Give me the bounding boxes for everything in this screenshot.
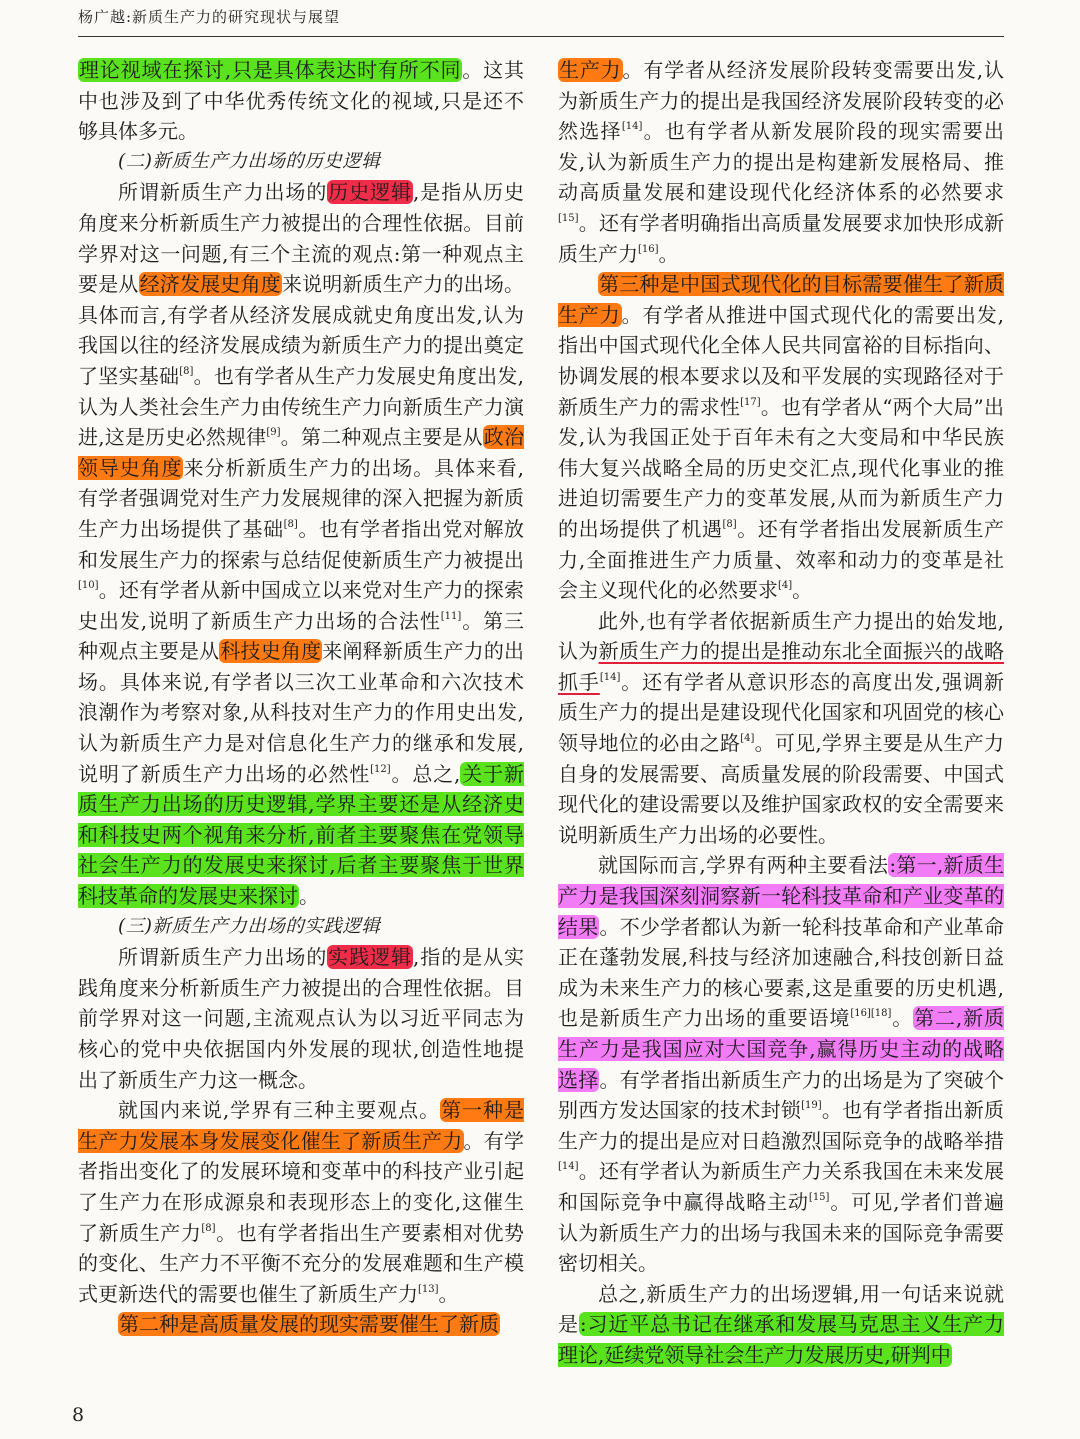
text-run: 。也有学者从生产力发展史角度出发,认为人类社会生产力由传统生产力向新质生产力演进,这是历史必然规律	[78, 363, 525, 450]
left-paragraph-2	[78, 177, 524, 911]
text-run: 。有学者从经济发展阶段转变需要出发,认为新质生产力的提出是我国经济发展阶段转变的必然选择	[558, 58, 1005, 144]
text-run: 。第二种观点主要是从	[280, 425, 483, 450]
highlight-orange: 生产力	[559, 58, 622, 82]
text-run: 。还有学者指出发展新质生产力,全面推进生产力质量、效率和动力的变革是社会主义现代化的必然要求	[558, 516, 1005, 603]
text-run: 。这其中也涉及到了中华优秀传统文化的视域,只是还不够具体多元。	[78, 58, 525, 144]
text-run: 。也有学者指出新质生产力的提出是应对日趋激烈国际竞争的战略举措	[558, 1098, 1004, 1153]
text-run: 来分析新质生产力的出场。具体来看,有学者强调党对生产力发展规律的深入把握为新质生产力出场提供了基础	[78, 455, 525, 541]
citation: [14]	[558, 1161, 579, 1173]
text-run: 。第三种观点主要是从	[78, 608, 525, 664]
citation: [16]	[638, 243, 659, 255]
right-paragraph-4	[558, 850, 1004, 1278]
text-run: 。还有学者从意识形态的高度出发,强调新质生产力的提出是建设现代化国家和巩固党的核心领导地位的必由之路	[558, 669, 1005, 756]
text-run: 。也有学者指出党对解放和发展生产力的探索与总结促使新质生产力被提出	[78, 516, 525, 572]
text-run: 。总之,	[390, 761, 461, 786]
highlight-pink: :第一,新质生产力是我国深刻洞察新一轮科技革命和产业变革的结果	[558, 853, 1004, 939]
highlight-orange: 经济发展史角度	[139, 272, 281, 297]
text-run: 。可见,学界主要是从生产力自身的发展需要、高质量发展的阶段需要、中国式现代化的建设需要以及维护国家政权的安全需要来说明新质生产力出场的必要性。	[558, 731, 1005, 847]
citation: [11]	[440, 610, 462, 622]
left-paragraph-1	[78, 55, 524, 147]
left-paragraph-3	[78, 942, 524, 1095]
highlight-green: 理论视域在探讨,只是具体表达时有所不同	[79, 58, 462, 82]
citation: [8]	[201, 1222, 216, 1234]
highlight-orange: 政治领导史角度	[78, 425, 524, 480]
text-run: ,是指从历史角度来分析新质生产力被提出的合理性依据。目前学界对这一问题,有三个主流的观点:第一种观点主要是从	[78, 180, 525, 297]
citation: [16][18]	[850, 1008, 892, 1020]
left-paragraph-5	[78, 1309, 524, 1340]
citation: [15]	[808, 1191, 830, 1203]
text-run: 来阐释新质生产力的出场。具体来说,有学者以三次工业革命和六次技术浪潮作为考察对象,从科技对生产力的作用史出发,认为新质生产力是对信息化生产力的继承和发展,说明了新质生产力出场的必然性	[78, 639, 525, 786]
highlight-orange: 第三种是中国式现代化的目标需要催生了新质生产力	[558, 272, 1004, 327]
highlight-orange: 第一种是生产力发展本身发展变化催生了新质生产力	[78, 1098, 525, 1153]
citation: [4]	[778, 580, 793, 592]
right-paragraph-3	[558, 606, 1004, 851]
citation: [12]	[370, 763, 391, 775]
text-run: 。也有学者从“两个大局”出发,认为我国正处于百年未有之大变局和中华民族伟大复兴战略全局的历史交汇点,现代化事业的推进迫切需要生产力的变革发展,从而为新质生产力的出场提供了机遇	[558, 394, 1005, 541]
running-header: 杨广越:新质生产力的研究现状与展望	[78, 8, 341, 26]
text-run: 。还有学者明确指出高质量发展要求加快形成新质生产力	[558, 210, 1004, 266]
citation: [17]	[740, 396, 761, 408]
highlight-red: 历史逻辑	[328, 180, 413, 205]
text-run: 所谓新质生产力出场的	[118, 180, 328, 205]
text-run: 。	[891, 1006, 914, 1031]
highlight-pink: 第二,新质生产力是我国应对大国竞争,赢得历史主动的战略选择	[558, 1006, 1005, 1092]
citation: [14]	[621, 121, 643, 133]
text-run: 。	[658, 241, 679, 266]
text-run: 。有学者指出变化了的发展环境和变革中的科技产业引起了生产力在形成源泉和表现形态上的变化,这催生了新质生产力	[78, 1128, 525, 1245]
right-paragraph-1	[558, 55, 1004, 269]
right-paragraph-2	[558, 269, 1004, 606]
page-number: 8	[72, 1404, 85, 1426]
citation: [8]	[179, 365, 194, 377]
text-run: 。也有学者指出生产要素相对优势的变化、生产力不平衡不充分的发展难题和生产模式更新迭代的需要也催生了新质生产力	[78, 1220, 525, 1306]
text-run: 此外,也有学者依据新质生产力提出的始发地,认为	[558, 608, 1004, 664]
citation: [4]	[740, 733, 755, 745]
highlight-orange: 科技史角度	[220, 639, 322, 664]
highlight-green: 关于新质生产力出场的历史逻辑,学界主要还是从经济史和科技史两个视角来分析,前者主要聚焦在党领导社会生产力的发展史来探讨,后者主要聚焦于世界科技革命的发展史来探讨	[78, 761, 525, 909]
section-heading-historical-logic: (二)新质生产力出场的历史逻辑	[118, 150, 381, 172]
citation: [8]	[722, 518, 737, 530]
section-heading-practical-logic: (三)新质生产力出场的实践逻辑	[118, 915, 381, 937]
right-column	[558, 55, 1004, 1371]
right-paragraph-5	[558, 1279, 1004, 1371]
text-run: 来说明新质生产力的出场。具体而言,有学者从经济发展成就史角度出发,认为我国以往的经济发展成绩为新质生产力的提出奠定了坚实基础	[78, 272, 525, 388]
text-run: 就国内来说,学界有三种主要观点。	[118, 1098, 441, 1123]
underline-red: 新质生产力的提出是推动东北全面振兴的战略抓手	[558, 639, 1005, 694]
highlight-red: 实践逻辑	[328, 945, 413, 970]
citation: [15]	[558, 212, 579, 224]
citation: [19]	[801, 1100, 822, 1112]
text-run: 。有学者从推进中国式现代化的需要出发,指出中国式现代化全体人民共同富裕的目标指向、协调发展的根本要求以及和平发展的实现路径对于新质生产力的需求性	[558, 302, 1005, 419]
text-run: 。	[299, 884, 319, 909]
citation: [10]	[78, 580, 99, 592]
citation: [8]	[283, 518, 298, 530]
text-run: 。可见,学者们普遍认为新质生产力的出场与我国未来的国际竞争需要密切相关。	[558, 1189, 1005, 1276]
header-rule	[78, 36, 1004, 37]
text-run: 。还有学者从新中国成立以来党对生产力的探索史出发,说明了新质生产力出场的合法性	[78, 578, 524, 633]
text-run: ,指的是从实践角度来分析新质生产力被提出的合理性依据。目前学界对这一问题,主流观点认为以习近平同志为核心的党中央依据国内外发展的现状,创造性地提出了新质生产力这一概念。	[78, 945, 525, 1092]
citation: [13]	[418, 1283, 439, 1295]
text-run: 所谓新质生产力出场的	[118, 945, 328, 970]
highlight-green: :习近平总书记在继承和发展马克思主义生产力理论,延续党领导社会生产力发展历史,研判中	[558, 1312, 1004, 1367]
text-run: 。有学者指出新质生产力的出场是为了突破个别西方发达国家的技术封锁	[558, 1067, 1005, 1123]
text-run: 。	[438, 1281, 459, 1306]
text-run: 。也有学者从新发展阶段的现实需要出发,认为新质生产力的提出是构建新发展格局、推动高质量发展和建设现代化经济体系的必然要求	[558, 119, 1005, 205]
left-paragraph-4	[78, 1095, 524, 1309]
text-run: 就国际而言,学界有两种主要看法	[598, 853, 889, 878]
text-run: 。	[792, 578, 813, 603]
left-column	[78, 55, 524, 1340]
citation: [14]	[599, 671, 621, 683]
text-run: 。不少学者都认为新一轮科技革命和产业革命正在蓬勃发展,科技与经济加速融合,科技创新日益成为未来生产力的核心要素,这是重要的历史机遇,也是新质生产力出场的重要语境	[558, 914, 1005, 1031]
text-run: 总之,新质生产力的出场逻辑,用一句话来说就是	[558, 1281, 1004, 1337]
text-run: 。还有学者认为新质生产力关系我国在未来发展和国际竞争中赢得战略主动	[558, 1159, 1004, 1214]
citation: [9]	[266, 427, 281, 439]
highlight-orange: 第二种是高质量发展的现实需要催生了新质	[119, 1312, 499, 1337]
